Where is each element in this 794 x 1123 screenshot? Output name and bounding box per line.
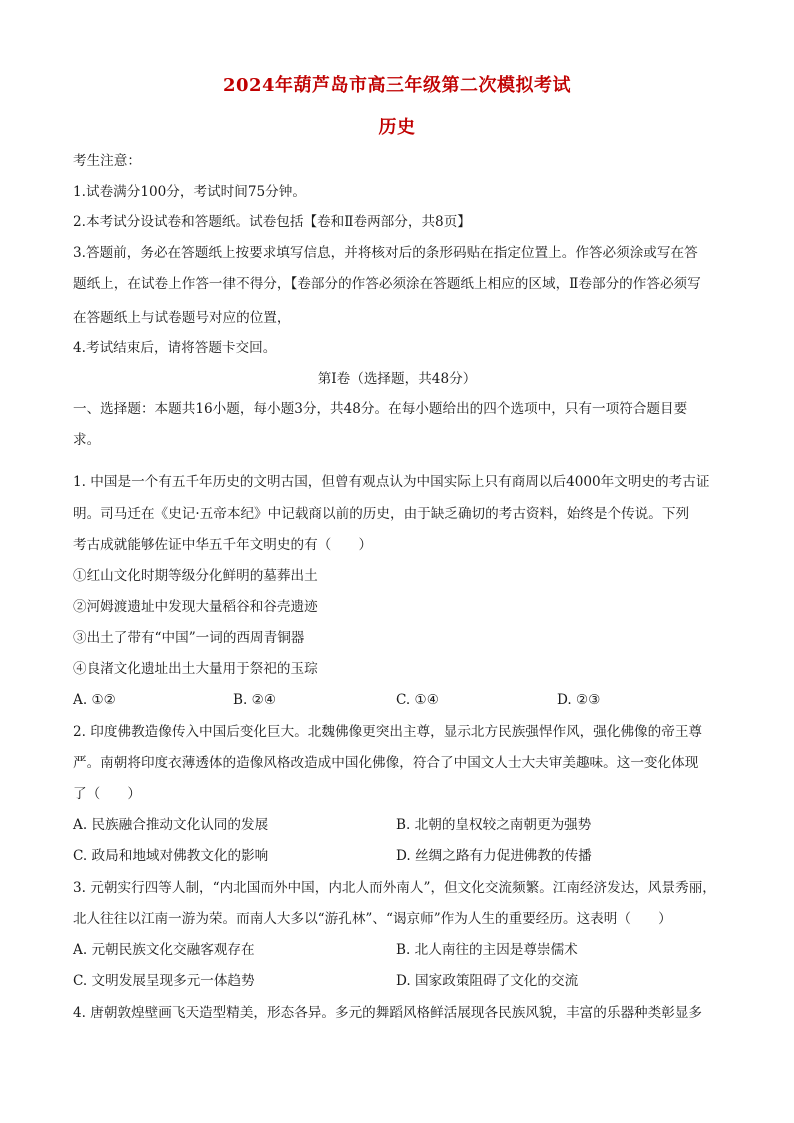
q3-options-row <box>73 941 725 959</box>
q3-option-c: C. 文明发展呈现多元一体趋势 <box>73 973 255 989</box>
q1-option-d: D. ②③ <box>557 692 601 708</box>
notice-item: 题纸上，在试卷上作答一律不得分，【卷部分的作答必须涂在答题纸上相应的区域，Ⅱ卷部分的作答必须写 <box>73 276 701 292</box>
exam-title: 2024年葫芦岛市高三年级第二次模拟考试 <box>222 75 572 96</box>
q3-stem-line: 北人往往以江南一游为荣。而南人大多以“游孔林”、“谒京师”作为人生的重要经历。这表明（ ） <box>73 911 672 927</box>
q1-stem-line: 考古成就能够佐证中华五千年文明史的有（ ） <box>73 537 373 553</box>
q2-option-b: B. 北朝的皇权较之南朝更为强势 <box>396 817 592 833</box>
q1-item: ③出土了带有“中国”一词的西周青铜器 <box>73 630 305 646</box>
q1-item: ①红山文化时期等级分化鲜明的墓葬出土 <box>73 568 318 584</box>
q3-option-d: D. 国家政策阻碍了文化的交流 <box>396 973 579 989</box>
q2-option-a: A. 民族融合推动文化认同的发展 <box>73 817 269 833</box>
q2-options-row <box>73 847 725 865</box>
notice-item: 2.本考试分设试卷和答题纸。试卷包括【卷和Ⅱ卷两部分，共8页】 <box>73 214 471 230</box>
q3-option-b: B. 北人南往的主因是尊崇儒术 <box>396 942 578 958</box>
notice-item: 1.试卷满分100分，考试时间75分钟。 <box>73 184 306 200</box>
q1-option-a: A. ①② <box>73 692 116 708</box>
q2-stem-line: 2. 印度佛教造像传入中国后变化巨大。北魏佛像更突出主尊，显示北方民族强悍作风，强化佛像的帝王尊 <box>73 724 703 740</box>
q2-stem-line: 了（ ） <box>73 786 141 802</box>
q1-option-b: B. ②④ <box>233 692 277 708</box>
q3-options-row <box>73 972 725 990</box>
section-instruction: 一、选择题：本题共16小题，每小题3分，共48分。在每小题给出的四个选项中，只有一项符合题目要 <box>73 401 688 417</box>
q1-stem-line: 明。司马迁在《史记·五帝本纪》中记载商以前的历史，由于缺乏确切的考古资料，始终是个传说。下列 <box>73 506 690 522</box>
subject-title: 历史 <box>378 117 416 138</box>
section-instruction: 求。 <box>73 432 101 448</box>
q1-option-c: C. ①④ <box>396 692 439 708</box>
q2-option-d: D. 丝绸之路有力促进佛教的传播 <box>396 848 592 864</box>
q4-stem-line: 4. 唐朝敦煌壁画飞天造型精美，形态各异。多元的舞蹈风格鲜活展现各民族风貌，丰富的乐器种类彰显多 <box>73 1005 703 1021</box>
q1-options <box>73 691 725 709</box>
q1-item: ②河姆渡遗址中发现大量稻谷和谷壳遗迹 <box>73 599 318 615</box>
q1-stem-line: 1. 中国是一个有五千年历史的文明古国，但曾有观点认为中国实际上只有商周以后4000年文明史的考古证 <box>73 474 710 490</box>
notice-item: 3.答题前，务必在答题纸上按要求填写信息，并将核对后的条形码贴在指定位置上。作答必须涂或写在答 <box>73 245 698 261</box>
q2-option-c: C. 政局和地域对佛教文化的影响 <box>73 848 269 864</box>
section-title: 第Ⅰ卷（选择题，共48分） <box>317 371 477 387</box>
q2-options-row <box>73 816 725 834</box>
notice-heading: 考生注意： <box>73 153 141 169</box>
q2-stem-line: 严。南朝将印度衣薄透体的造像风格改造成中国化佛像，符合了中国文人士大夫审美趣味。这一变化体现 <box>73 755 699 771</box>
notice-item: 4.考试结束后，请将答题卡交回。 <box>73 340 277 356</box>
q3-stem-line: 3. 元朝实行四等人制，“内北国而外中国，内北人而外南人”，但文化交流频繁。江南经济发达，风景秀丽， <box>73 880 716 896</box>
q3-option-a: A. 元朝民族文化交融客观存在 <box>73 942 255 958</box>
q1-item: ④良渚文化遗址出土大量用于祭祀的玉琮 <box>73 661 318 677</box>
notice-item: 在答题纸上与试卷题号对应的位置， <box>73 310 291 326</box>
